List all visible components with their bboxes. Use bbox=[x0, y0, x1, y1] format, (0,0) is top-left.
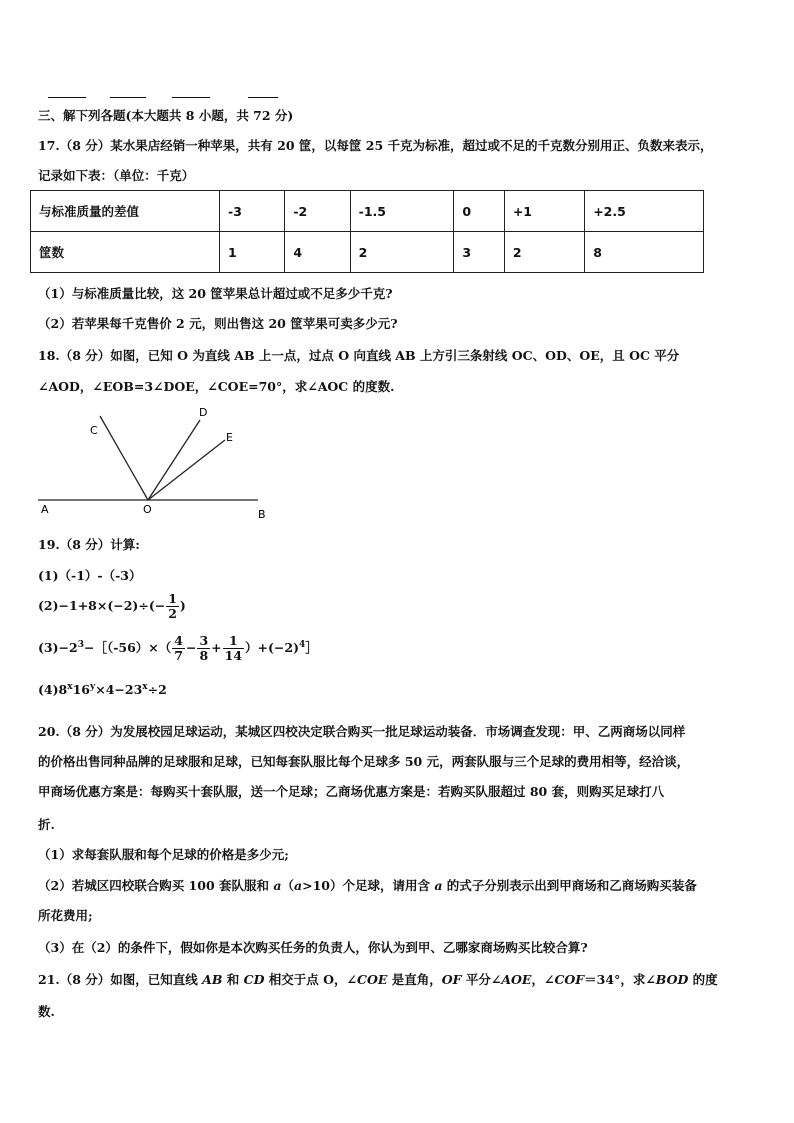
q19-item1: (1)（-1）-（-3） bbox=[38, 568, 142, 583]
fraction-numerator: 1 bbox=[168, 591, 177, 606]
q21-a: 21.（8 分）如图，已知直线 bbox=[38, 972, 203, 987]
q21-text-line2: 数. bbox=[38, 1004, 55, 1019]
table-cell: 2 bbox=[350, 232, 454, 273]
q19-item4-b: 16 bbox=[72, 682, 91, 698]
q19-item4-d: ÷2 bbox=[147, 682, 167, 698]
label-d: D bbox=[199, 406, 208, 419]
section-header: 三、解下列各题(本大题共 8 小题，共 72 分) bbox=[38, 108, 294, 123]
label-e: E bbox=[226, 431, 233, 444]
q19-title: 19.（8 分）计算: bbox=[38, 537, 140, 552]
table-cell: +2.5 bbox=[585, 191, 704, 232]
q19-item3: $(3)-2^3-[(-56)\times$（ $\frac{4}{7}$ − $\frac{3}{8}$ + $\frac{1}{14}$ ）$+(-2)^4]$ bbox=[38, 633, 318, 663]
q21-e: 平分∠ bbox=[461, 972, 502, 987]
fraction bbox=[197, 634, 210, 663]
q17-sub1: （1）与标准质量比较，这 20 筐苹果总计超过或不足多少千克? bbox=[38, 286, 393, 301]
math-cof: COF bbox=[554, 972, 585, 987]
math-coe: COE bbox=[357, 972, 388, 987]
fraction bbox=[166, 592, 179, 621]
q17-table bbox=[30, 190, 704, 273]
q21-b: 和 bbox=[222, 972, 244, 987]
table-cell: -1.5 bbox=[350, 191, 454, 232]
math-bod: BOD bbox=[655, 972, 689, 987]
table-cell: 3 bbox=[454, 232, 505, 273]
fraction bbox=[172, 634, 185, 663]
math-ab: AB bbox=[202, 972, 223, 987]
q20-sub2-b: （ bbox=[281, 878, 294, 893]
table-cell: 4 bbox=[285, 232, 350, 273]
q20-text-line3: 甲商场优惠方案是：每购买十套队服，送一个足球；乙商场优惠方案是：若购买队服超过 80 套，则购买足球打八 bbox=[38, 784, 665, 799]
q20-sub1: （1）求每套队服和每个足球的价格是多少元; bbox=[38, 847, 289, 862]
fraction-numerator: 4 bbox=[174, 633, 183, 648]
q21-text-line1 bbox=[38, 970, 718, 988]
q17-sub2: （2）若苹果每千克售价 2 元，则出售这 20 筐苹果可卖多少元? bbox=[38, 316, 398, 331]
table-cell: 1 bbox=[220, 232, 285, 273]
table-cell: 与标准质量的差值 bbox=[31, 191, 220, 232]
math-of: OF bbox=[441, 972, 462, 987]
q21-f: ，∠ bbox=[531, 972, 555, 987]
q17-text-line1: 17.（8 分）某水果店经销一种苹果，共有 20 筐，以每筐 25 千克为标准，超过或不足的千克数分别用正、负数来表示， bbox=[38, 138, 713, 153]
ray-oe bbox=[148, 440, 225, 500]
exponent: 4 bbox=[299, 639, 306, 650]
q20-sub2-line2: 所花费用; bbox=[38, 908, 93, 923]
label-a: A bbox=[41, 503, 49, 516]
q20-text-line4: 折. bbox=[38, 817, 55, 832]
label-o: O bbox=[143, 503, 152, 516]
q21-h: 的度 bbox=[688, 972, 718, 987]
answer-blank-2 bbox=[110, 97, 146, 98]
q19-item4 bbox=[38, 682, 167, 697]
table-cell: 筐数 bbox=[31, 232, 220, 273]
table-row bbox=[31, 232, 704, 273]
q19-item3-d: ］ bbox=[305, 640, 318, 655]
answer-blank-1 bbox=[48, 97, 86, 98]
ray-od bbox=[148, 420, 200, 500]
answer-blank-4 bbox=[248, 97, 278, 98]
q19-item2-prefix: (2)−1+8×(−2)÷(− bbox=[38, 598, 166, 613]
fraction bbox=[223, 634, 244, 663]
q19-item3-a: (3)−2 bbox=[38, 640, 78, 655]
q19-item2-suffix: ) bbox=[179, 598, 186, 613]
fraction-denominator: 8 bbox=[199, 648, 209, 663]
q20-sub2-d: 的式子分别表示出到甲商场和乙商场购买装备 bbox=[442, 878, 697, 893]
math-cd: CD bbox=[243, 972, 265, 987]
q21-c: 相交于点 O，∠ bbox=[264, 972, 358, 987]
table-cell: 2 bbox=[504, 232, 584, 273]
ray-oc bbox=[100, 416, 148, 500]
fraction-numerator: 1 bbox=[223, 634, 244, 649]
exponent: x bbox=[142, 682, 148, 692]
fraction-denominator: 14 bbox=[224, 648, 243, 663]
math-aoe: AOE bbox=[501, 972, 532, 987]
table-cell: +1 bbox=[504, 191, 584, 232]
q19-item4-a: (4)8 bbox=[38, 682, 68, 698]
q20-sub2 bbox=[38, 876, 697, 894]
q19-item3-b: −［（-56）×（ bbox=[83, 640, 172, 655]
q19-item2 bbox=[38, 592, 186, 621]
label-b: B bbox=[258, 508, 266, 521]
table-cell: -2 bbox=[285, 191, 350, 232]
table-cell: -3 bbox=[220, 191, 285, 232]
q20-text-line1: 20.（8 分）为发展校园足球运动，某城区四校决定联合购买一批足球运动装备．市场调查发现：甲、乙两商场以同样 bbox=[38, 724, 686, 739]
answer-blank-3 bbox=[172, 97, 210, 98]
q21-d: 是直角， bbox=[387, 972, 442, 987]
q19-item3-c: ）+(−2) bbox=[245, 640, 300, 655]
label-c: C bbox=[90, 424, 98, 437]
q20-sub3: （3）在（2）的条件下，假如你是本次购买任务的负责人，你认为到甲、乙哪家商场购买比较合算? bbox=[38, 940, 588, 955]
fraction-denominator: 7 bbox=[174, 648, 183, 663]
table-cell: 0 bbox=[454, 191, 505, 232]
fraction-denominator: 2 bbox=[168, 606, 177, 621]
q18-text-line1: 18.（8 分）如图，已知 O 为直线 AB 上一点，过点 O 向直线 AB 上方引三条射线 OC、OD、OE，且 OC 平分 bbox=[38, 348, 680, 363]
q20-sub2-c: >10）个足球，请用含 bbox=[302, 878, 435, 893]
table-cell: 8 bbox=[585, 232, 704, 273]
exponent: y bbox=[90, 682, 96, 692]
fraction-numerator: 3 bbox=[199, 633, 209, 648]
q19-item4-c: ×4−23 bbox=[95, 682, 143, 698]
q21-g: ＝34°，求∠ bbox=[584, 972, 656, 987]
q17-text-line2: 记录如下表：（单位：千克） bbox=[38, 168, 195, 183]
q18-text-line2: ∠AOD，∠EOB=3∠DOE，∠COE=70°，求∠AOC 的度数. bbox=[38, 379, 395, 394]
q20-sub2-a: （2）若城区四校联合购买 100 套队服和 bbox=[38, 878, 274, 893]
variable-a: a bbox=[273, 878, 282, 893]
table-row bbox=[31, 191, 704, 232]
exponent: x bbox=[67, 682, 73, 692]
variable-a: a bbox=[434, 878, 443, 893]
variable-a: a bbox=[293, 878, 303, 893]
q18-angle-figure bbox=[0, 398, 794, 528]
q20-text-line2: 的价格出售同种品牌的足球服和足球，已知每套队服比每个足球多 50 元，两套队服与三个足球的费用相等，经洽谈， bbox=[38, 754, 690, 769]
exponent: 3 bbox=[77, 639, 84, 650]
